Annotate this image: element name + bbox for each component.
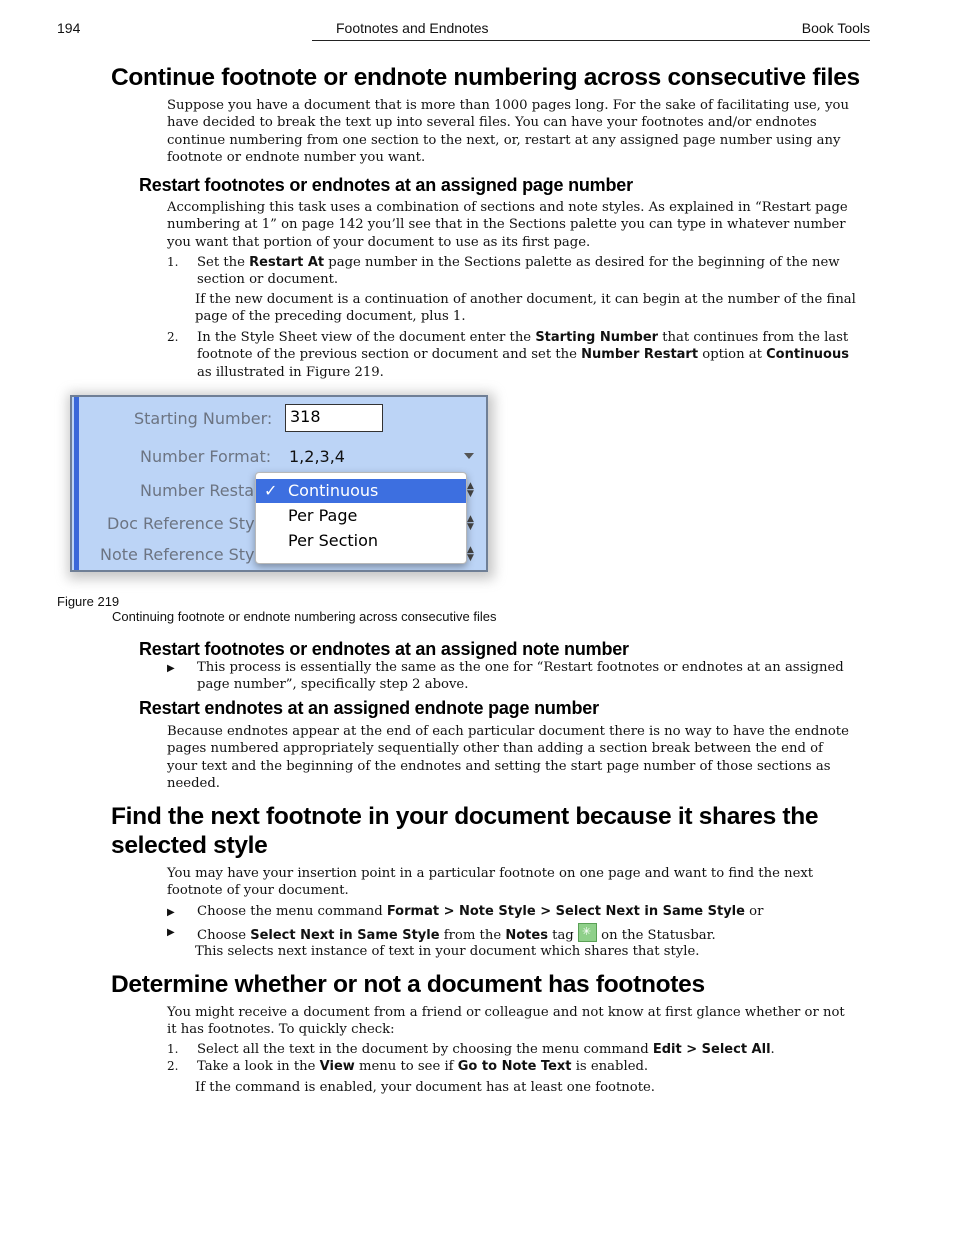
section-heading-find-next-footnote: Find the next footnote in your document because it shares the selected style bbox=[111, 803, 819, 859]
menu-command: Format > Note Style > Select Next in Same Style bbox=[386, 904, 745, 919]
bullet-item bbox=[167, 923, 857, 944]
part-title: Book Tools bbox=[801, 20, 870, 36]
section1-paragraph: Suppose you have a document that is more than 1000 pages long. For the sake of facilitating use, you have decided to break the text up into several files. You can have your footnotes and/or endnotes continue numbering from one section to the next, or, restart at any assigned page number using any footnote or endnote number you want. bbox=[167, 98, 849, 165]
step-text: Take a look in the View menu to see if Go to Note Text is enabled. bbox=[197, 1059, 649, 1074]
notes-tag-icon bbox=[578, 923, 597, 942]
step-number: 1. bbox=[167, 255, 179, 269]
dropdown-arrow-icon[interactable] bbox=[464, 453, 474, 459]
label-number-restart: Number Resta bbox=[140, 481, 255, 500]
bullet-triangle-icon: ▶ bbox=[167, 907, 175, 918]
page-number: 194 bbox=[57, 20, 81, 36]
ui-term: Notes bbox=[505, 928, 548, 943]
section3-paragraph: You might receive a document from a friend or colleague and not know at first glance whether or not it has footnotes. To quickly check: bbox=[167, 1005, 845, 1038]
bullet-text: This process is essentially the same as the one for “Restart footnotes or endnotes at an assigned page number”, specifically step 2 above. bbox=[197, 660, 844, 693]
ui-term: Continuous bbox=[766, 347, 849, 363]
label-starting-number: Starting Number: bbox=[134, 409, 273, 428]
number-format-value[interactable]: 1,2,3,4 bbox=[289, 447, 345, 466]
subheading-restart-note-number: Restart footnotes or endnotes at an assigned note number bbox=[139, 639, 629, 659]
running-header bbox=[57, 20, 870, 42]
ui-term: Restart At bbox=[249, 255, 325, 270]
section2-note: This selects next instance of text in your document which shares that style. bbox=[195, 944, 700, 959]
bullet-text: Choose Select Next in Same Style from the Notes tag ✳ on the Statusbar. bbox=[197, 923, 857, 944]
bullet-item bbox=[167, 903, 857, 920]
figure-caption-number: Figure 219 bbox=[57, 594, 120, 609]
ui-term: Starting Number bbox=[535, 330, 659, 345]
step-text: Set the Restart At page number in the Sections palette as desired for the beginning of the new section or document. bbox=[197, 255, 840, 288]
checkmark-icon: ✓ bbox=[264, 481, 278, 500]
step-number: 1. bbox=[167, 1042, 179, 1056]
bullet-triangle-icon: ▶ bbox=[167, 927, 175, 938]
step-text: In the Style Sheet view of the document enter the Starting Number that continues from the last footnote of the previous section or document and set the Number Restart option at Continuous as illustrated in Figure 219. bbox=[197, 330, 849, 380]
ui-term: Number Restart bbox=[581, 347, 699, 363]
subheading-restart-page-number: Restart footnotes or endnotes at an assigned page number bbox=[139, 175, 633, 195]
section2-paragraph: You may have your insertion point in a particular footnote on one page and want to find the next footnote of your document. bbox=[167, 866, 814, 899]
step-1 bbox=[167, 254, 857, 289]
section-heading-determine-footnotes: Determine whether or not a document has footnotes bbox=[111, 971, 705, 998]
stepper-arrows-icon[interactable]: ▲ ▼ bbox=[467, 545, 474, 563]
step-number: 2. bbox=[167, 330, 179, 344]
menu-name: View bbox=[319, 1059, 355, 1074]
section-heading-continue-numbering: Continue footnote or endnote numbering across consecutive files bbox=[111, 64, 860, 91]
step-2 bbox=[167, 1058, 857, 1075]
chapter-title: Footnotes and Endnotes bbox=[336, 20, 489, 36]
step-1 bbox=[167, 1041, 857, 1058]
header-rule bbox=[312, 40, 870, 41]
menu-item-per-section[interactable]: Per Section bbox=[288, 531, 379, 550]
menu-item-per-page[interactable]: Per Page bbox=[288, 506, 358, 525]
label-note-reference-style: Note Reference Sty bbox=[100, 545, 255, 564]
label-number-format: Number Format: bbox=[140, 447, 272, 466]
step-1-note: If the new document is a continuation of another document, it can begin at the number of the final page of the preceding document, plus 1. bbox=[195, 292, 856, 325]
bullet-item bbox=[167, 659, 857, 694]
step-2 bbox=[167, 329, 857, 381]
sub1-paragraph: Accomplishing this task uses a combination of sections and note styles. As explained in “Restart page numbering at 1” on page 142 you’ll see that in the Sections palette you can type in whatever number you want that portion of your document to use as its first page. bbox=[167, 200, 848, 250]
figure-caption-text: Continuing footnote or endnote numbering across consecutive files bbox=[112, 609, 497, 624]
subheading-restart-endnote-page: Restart endnotes at an assigned endnote page number bbox=[139, 698, 599, 718]
label-doc-reference-style: Doc Reference Sty bbox=[107, 514, 255, 533]
bullet-triangle-icon: ▶ bbox=[167, 663, 175, 674]
step-number: 2. bbox=[167, 1059, 179, 1073]
stepper-arrows-icon[interactable]: ▲ ▼ bbox=[467, 514, 474, 532]
menu-item-continuous[interactable]: ✓ Continuous bbox=[256, 479, 466, 503]
section3-note: If the command is enabled, your document has at least one footnote. bbox=[195, 1080, 655, 1095]
stepper-arrows-icon[interactable]: ▲ ▼ bbox=[467, 481, 474, 499]
starting-number-input[interactable]: 318 bbox=[285, 404, 383, 432]
number-restart-menu bbox=[255, 472, 467, 564]
bullet-text: Choose the menu command Format > Note Style > Select Next in Same Style or bbox=[197, 904, 764, 919]
menu-command: Select Next in Same Style bbox=[250, 928, 440, 943]
step-text: Select all the text in the document by choosing the menu command Edit > Select All. bbox=[197, 1042, 775, 1057]
menu-command: Edit > Select All bbox=[652, 1042, 771, 1057]
panel-accent-bar bbox=[74, 397, 79, 570]
figure-style-sheet-panel bbox=[70, 395, 488, 572]
sub3-paragraph: Because endnotes appear at the end of each particular document there is no way to have the endnote pages numbered appropriately sequentially other than adding a section break between the end of your text and the beginning of the endnotes and setting the start page number of those sections as needed. bbox=[167, 724, 849, 791]
menu-command: Go to Note Text bbox=[457, 1059, 572, 1074]
